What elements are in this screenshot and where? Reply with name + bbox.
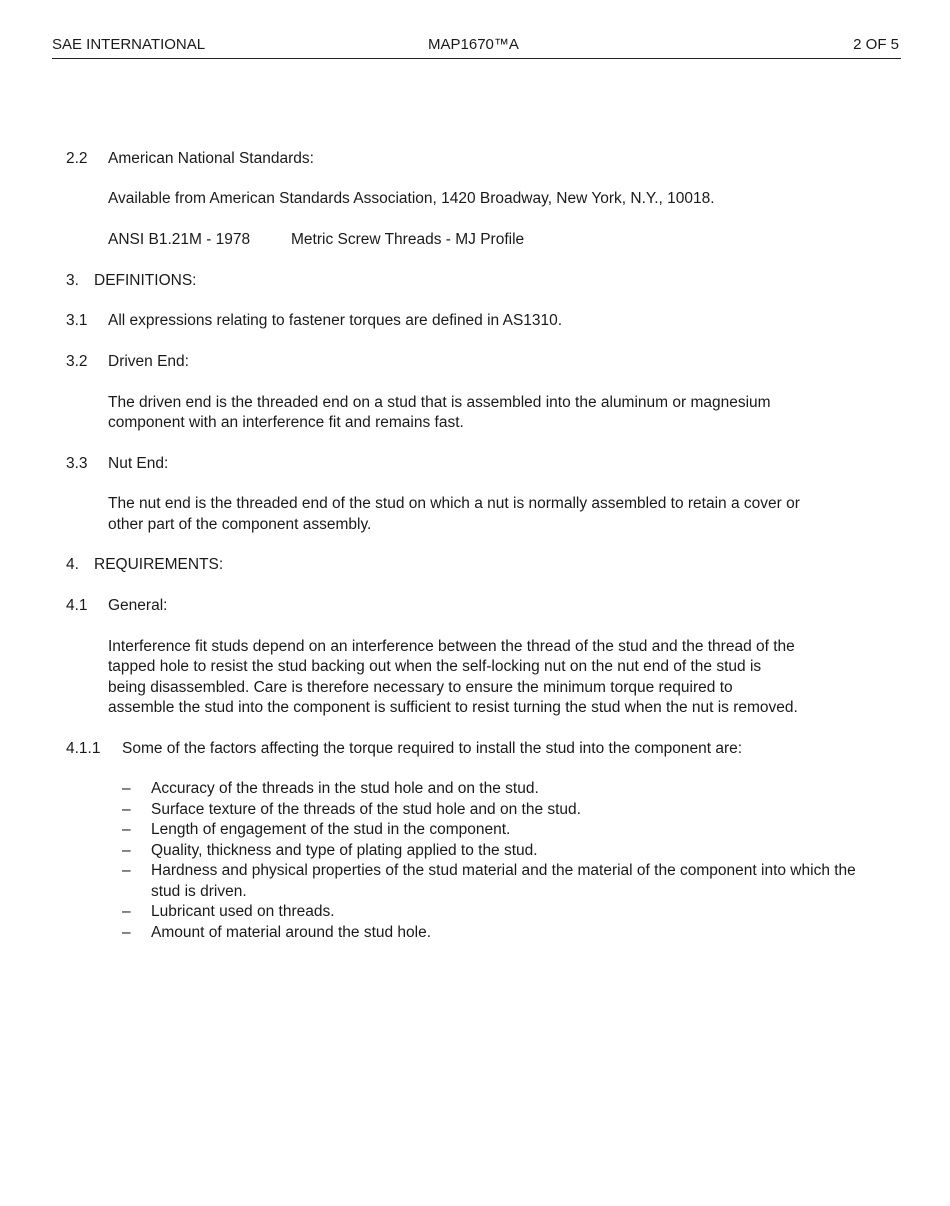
section-3-3-number: 3.3 xyxy=(66,455,88,472)
section-4-1-paragraph-line: assemble the stud into the component is sufficient to resist turning the stud when the nut is removed. xyxy=(108,699,798,716)
section-2-2-heading: American National Standards: xyxy=(108,150,314,167)
dash-bullet: – xyxy=(122,862,131,879)
list-item-text: Amount of material around the stud hole. xyxy=(151,923,432,941)
list-item-text: Length of engagement of the stud in the component. xyxy=(151,821,511,838)
section-4-number: 4. xyxy=(66,556,79,573)
section-3-2-paragraph-line: component with an interference fit and remains fast. xyxy=(108,414,464,431)
section-3-3-paragraph-line: The nut end is the threaded end of the stud on which a nut is normally assembled to retain a cover or xyxy=(108,495,800,512)
dash-bullet: – xyxy=(122,841,131,859)
dash-bullet: – xyxy=(122,923,131,941)
list-item-text: Lubricant used on threads. xyxy=(151,903,335,920)
list-item-text: Surface texture of the threads of the stud hole and on the stud. xyxy=(151,800,581,818)
ansi-standard-title: Metric Screw Threads - MJ Profile xyxy=(291,231,525,248)
dash-bullet: – xyxy=(122,903,131,920)
page-header xyxy=(52,36,901,59)
section-3-3-heading: Nut End: xyxy=(108,455,169,472)
section-4-1-number: 4.1 xyxy=(66,597,88,614)
list-item xyxy=(122,861,882,902)
section-4-1-heading: General: xyxy=(108,597,168,614)
list-item xyxy=(122,923,882,944)
section-3-heading: DEFINITIONS: xyxy=(94,272,197,289)
section-3-2-heading: Driven End: xyxy=(108,353,189,370)
list-item xyxy=(122,902,882,923)
section-4-1-1-text: Some of the factors affecting the torque required to install the stud into the component are: xyxy=(122,740,743,757)
dash-bullet: – xyxy=(122,821,131,838)
header-document-number: MAP1670™A xyxy=(428,36,519,53)
section-3-1-text: All expressions relating to fastener torques are defined in AS1310. xyxy=(108,312,563,329)
section-3-1-number: 3.1 xyxy=(66,312,88,329)
list-item-text: Quality, thickness and type of plating applied to the stud. xyxy=(151,841,538,859)
header-organization: SAE INTERNATIONAL xyxy=(52,36,206,53)
header-page-number: 2 OF 5 xyxy=(853,36,899,53)
section-2-2-availability: Available from American Standards Association, 1420 Broadway, New York, N.Y., 10018. xyxy=(108,190,715,207)
section-4-heading: REQUIREMENTS: xyxy=(94,556,224,573)
section-3-2-paragraph-line: The driven end is the threaded end on a stud that is assembled into the aluminum or magnesium xyxy=(108,394,771,411)
section-4-1-paragraph-line: tapped hole to resist the stud backing out when the self-locking nut on the nut end of the stud is xyxy=(108,658,762,675)
section-3-number: 3. xyxy=(66,272,79,289)
list-item xyxy=(122,800,882,821)
list-item-text: Hardness and physical properties of the stud material and the material of the component into which the stud is driven. xyxy=(151,862,856,900)
section-3-3-paragraph-line: other part of the component assembly. xyxy=(108,516,372,533)
list-item xyxy=(122,779,882,800)
dash-bullet: – xyxy=(122,800,131,818)
ansi-standard-code: ANSI B1.21M - 1978 xyxy=(108,231,251,248)
section-4-1-1-number: 4.1.1 xyxy=(66,740,101,757)
dash-bullet: – xyxy=(122,780,131,797)
list-item xyxy=(122,820,882,841)
list-item-text: Accuracy of the threads in the stud hole and on the stud. xyxy=(151,780,539,797)
section-4-1-paragraph-line: being disassembled. Care is therefore necessary to ensure the minimum torque required to xyxy=(108,679,733,696)
section-3-2-number: 3.2 xyxy=(66,353,88,370)
torque-factors-list xyxy=(122,779,882,943)
section-2-2-number: 2.2 xyxy=(66,150,88,167)
section-4-1-paragraph-line: Interference fit studs depend on an interference between the thread of the stud and the thread of the xyxy=(108,638,795,655)
list-item xyxy=(122,841,882,862)
